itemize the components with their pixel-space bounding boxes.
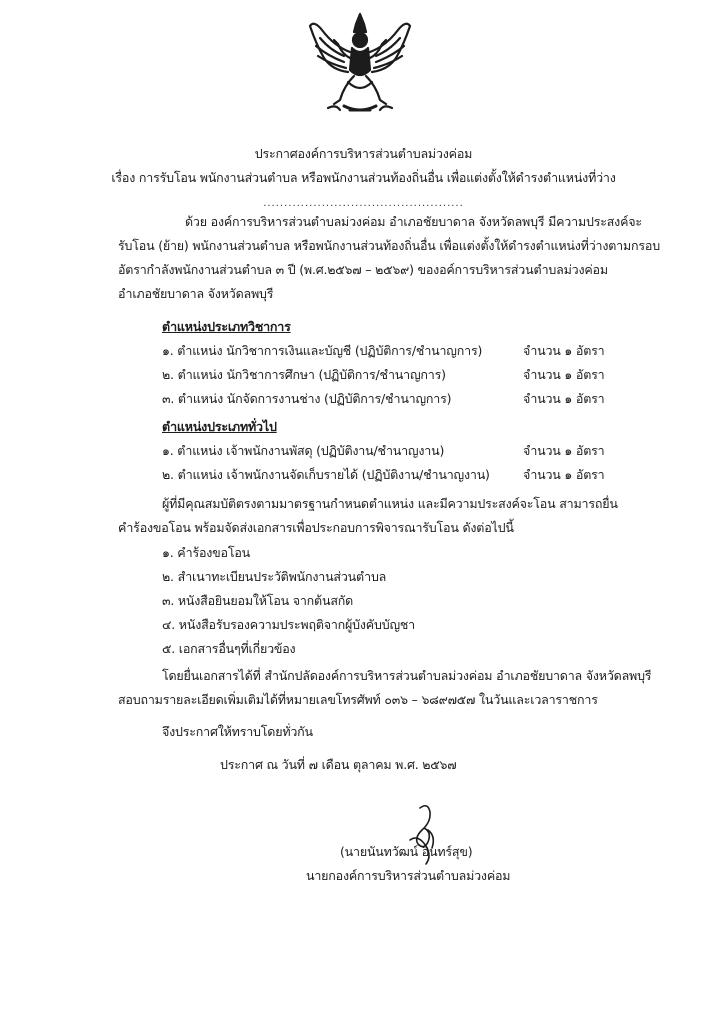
general-heading: ตำแหน่งประเภททั่วไป bbox=[162, 419, 277, 434]
signatory-position: นายกองค์การบริหารส่วนตำบลม่วงค่อม bbox=[306, 868, 511, 883]
qualification-line-2: คำร้องขอโอน พร้อมจัดส่งเอกสารเพื่อประกอบการพิจารณารับโอน ดังต่อไปนี้ bbox=[118, 520, 514, 535]
intro-line-3: อัตรากำลังพนักงานส่วนตำบล ๓ ปี (พ.ศ.๒๕๖๗ – ๒๕๖๙) ของอค์การบริหารส่วนตำบลม่วงค่อม bbox=[118, 262, 608, 277]
intro-line-4: อำเภอชัยบาดาล จังหวัดลพบุรี bbox=[118, 286, 274, 301]
general-item-2-count: จำนวน ๑ อัตรา bbox=[523, 467, 605, 482]
submission-line-1: โดยยื่นเอกสารได้ที่ สำนักปลัดองค์การบริหารส่วนตำบลม่วงค่อม อำเภอชัยบาดาล จังหวัดลพบุรี bbox=[162, 668, 652, 683]
document-item-1: ๑. คำร้องขอโอน bbox=[162, 545, 251, 560]
qualification-line-1: ผู้ที่มีคุณสมบัติตรงตามมาตรฐานกำหนดตำแหน่ง และมีความประสงค์จะโอน สามารถยื่น bbox=[162, 496, 618, 511]
document-item-4: ๔. หนังสือรับรองความประพฤติจากผู้บังคับบัญชา bbox=[162, 617, 415, 632]
announcement-subject: เรื่อง การรับโอน พนักงานส่วนตำบล หรือพนักงานส่วนท้องถิ่นอื่น เพื่อแต่งตั้งให้ดำรงตำแหน่งที่ว่าง bbox=[111, 170, 616, 185]
document-item-2: ๒. สำเนาทะเบียนประวัติพนักงานส่วนตำบล bbox=[162, 569, 387, 584]
submission-line-2: สอบถามรายละเอียดเพิ่มเติมได้ที่หมายเลขโทรศัพท์ ๐๓๖ – ๖๘๙๗๕๗ ในวันและเวลาราชการ bbox=[118, 692, 598, 707]
garuda-emblem-icon bbox=[304, 10, 416, 120]
signatory-name: (นายนันทวัฒน์ อินทร์สุข) bbox=[340, 844, 473, 859]
general-item-2: ๒. ตำแหน่ง เจ้าพนักงานจัดเก็บรายได้ (ปฏิบัติงาน/ชำนาญงาน) bbox=[162, 467, 490, 482]
announcement-date: ประกาศ ณ วันที่ ๗ เดือน ตุลาคม พ.ศ. ๒๕๖๗ bbox=[220, 757, 457, 772]
general-item-1-count: จำนวน ๑ อัตรา bbox=[523, 443, 605, 458]
announcement-title: ประกาศองค์การบริหารส่วนตำบลม่วงค่อม bbox=[254, 146, 473, 161]
intro-line-1: ด้วย องค์การบริหารส่วนตำบลม่วงค่อม อำเภอชัยบาดาล จังหวัดลพบุรี มีความประสงค์จะ bbox=[185, 214, 642, 229]
academic-item-2-count: จำนวน ๑ อัตรา bbox=[523, 367, 605, 382]
academic-heading: ตำแหน่งประเภทวิชาการ bbox=[162, 319, 291, 334]
general-item-1: ๑. ตำแหน่ง เจ้าพนักงานพัสดุ (ปฏิบัติงาน/ชำนาญงาน) bbox=[162, 443, 445, 458]
title-divider: ................................................ bbox=[263, 198, 464, 209]
academic-item-1: ๑. ตำแหน่ง นักวิชาการเงินและบัญชี (ปฏิบัติการ/ชำนาญการ) bbox=[162, 343, 483, 358]
academic-item-3-count: จำนวน ๑ อัตรา bbox=[523, 391, 605, 406]
academic-item-1-count: จำนวน ๑ อัตรา bbox=[523, 343, 605, 358]
document-item-5: ๕. เอกสารอื่นๆที่เกี่ยวข้อง bbox=[162, 641, 296, 656]
academic-item-3: ๓. ตำแหน่ง นักจัดการงานช่าง (ปฏิบัติการ/ชำนาญการ) bbox=[162, 391, 452, 406]
closing-statement: จึงประกาศให้ทราบโดยทั่วกัน bbox=[162, 724, 313, 739]
document-item-3: ๓. หนังสือยินยอมให้โอน จากต้นสกัด bbox=[162, 593, 354, 608]
intro-line-2: รับโอน (ย้าย) พนักงานส่วนตำบล หรือพนักงานส่วนท้องถิ่นอื่น เพื่อแต่งตั้งให้ดำรงตำแหน่งที่ว่างตามกรอบ bbox=[118, 238, 660, 253]
academic-item-2: ๒. ตำแหน่ง นักวิชาการศึกษา (ปฏิบัติการ/ชำนาญการ) bbox=[162, 367, 446, 382]
